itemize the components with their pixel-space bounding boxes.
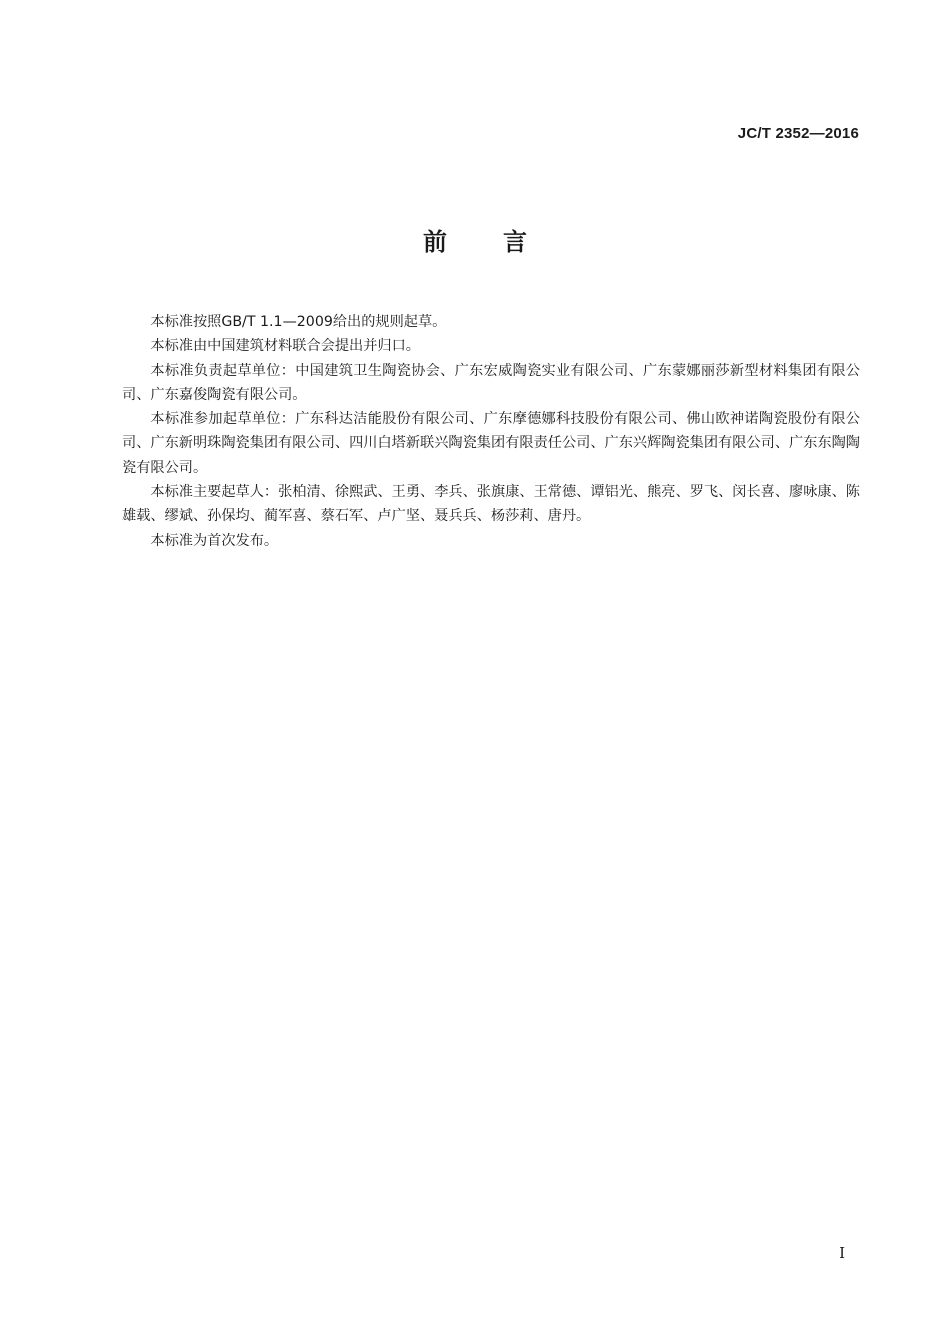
paragraph-first-release: 本标准为首次发布。 [150,532,279,549]
paragraph-proposer: 本标准由中国建筑材料联合会提出并归口。 [150,338,420,355]
paragraph-drafting-rules: 本标准按照GB/T 1.1—2009给出的规则起草。 [150,314,447,330]
paragraph-main-drafters: 本标准主要起草人：张柏清、徐熙武、王勇、李兵、张旗康、王常德、谭铝光、熊亮、罗飞、闵长喜、廖咏康、陈雄载、缪斌、孙保均、蔺军喜、蔡石军、卢广坚、聂兵兵、杨莎莉、唐丹。 [122,484,860,525]
page-number: I [839,1244,845,1262]
page-title: 前言 [423,228,583,256]
paragraph-responsible-units: 本标准负责起草单位：中国建筑卫生陶瓷协会、广东宏威陶瓷实业有限公司、广东蒙娜丽莎新型材料集团有限公司、广东嘉俊陶瓷有限公司。 [122,362,860,403]
standard-code: JC/T 2352—2016 [737,125,859,142]
foreword-body [122,310,860,553]
paragraph-participating-units: 本标准参加起草单位：广东科达洁能股份有限公司、广东摩德娜科技股份有限公司、佛山欧神诺陶瓷股份有限公司、广东新明珠陶瓷集团有限公司、四川白塔新联兴陶瓷集团有限责任公司、广东兴辉陶瓷集团有限公司、广东东陶陶瓷有限公司。 [122,411,860,476]
